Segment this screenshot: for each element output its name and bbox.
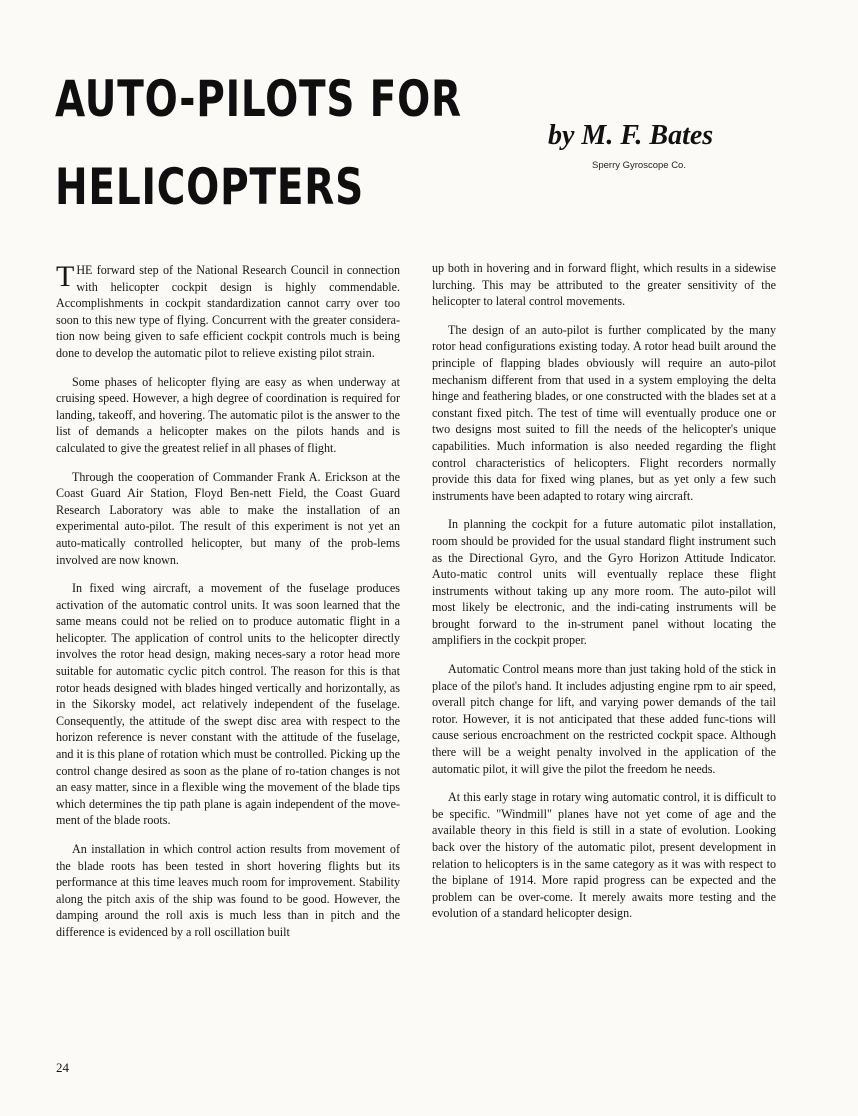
right-column bbox=[432, 260, 776, 934]
drop-cap: T bbox=[56, 260, 75, 293]
paragraph: The design of an auto-pilot is further complicated by the many rotor head configurations existing today. A rotor head built around the principle of flapping blades obviously will require an auto-pilot mechanism different from that used in a system employing the delta hinge and feathering blades, or one constructed with the blades set at a constant fixed pitch. The test of time will eventually produce one or two designs most suited to fill the needs of the helicopter's unique capabilities. Much information is also needed regarding the flight control characteristics of helicopters. Flight recorders normally provide this data for fixed wing planes, but as yet only a few such instruments have been adapted to rotary wing aircraft. bbox=[432, 322, 776, 503]
paragraph: At this early stage in rotary wing automatic control, it is difficult to be specific. "Windmill" planes have not yet come of age and the available theory in this field is still in a state of evolution. Looking back over the history of the automatic pilot, present development in relation to helicopters is in the same category as it was with respect to the biplane of 1914. More rapid progress can be expected and the problem can be over-come. It merely awaits more testing and the evolution of a standard helicopter design. bbox=[432, 790, 776, 921]
paragraph: In fixed wing aircraft, a movement of the fuselage produces activation of the automatic control units. It was soon learned that the same means could not be relied on to produce automatic flight in a helicopter. The application of control units to the helicopter directly involves the rotor head design, making neces-sary a rotor head more suitable for automatic cyclic pitch control. The reason for this is that rotor heads designed with blades hinged vertically and horizontally, as in the Sikorsky model, act relatively independent of the fuselage. Consequently, the attitude of the swept disc area with respect to the horizon reference is never constant with the attitude of the fuselage, and it is this plane of rotation which must be controlled. Picking up the control change desired as soon as the plane of ro-tation changes is not an easy matter, since in a flexible wing the movement of the blade tips which determines the tip path plane is again independent of the move-ment of the blade roots. bbox=[56, 581, 400, 828]
paragraph: up both in hovering and in forward flight, which results in a sidewise lurching. This may be attributed to the greater sensitivity of the helicopter to lateral control movements. bbox=[432, 261, 776, 309]
title-line-2: HELICOPTERS bbox=[55, 158, 364, 216]
paragraph: In planning the cockpit for a future automatic pilot installation, room should be provided for the usual standard flight instrument such as the Directional Gyro, and the Gyro Horizon Attitude Indicator. Auto-matic control units will eventually replace these flight instruments without taking up any more room. The auto-pilot will most likely be electronic, and the indi-cating instruments will be brought forward to the in-strument panel without locating the amplifiers in the cockpit proper. bbox=[432, 517, 776, 648]
paragraph: Through the cooperation of Commander Frank A. Erickson at the Coast Guard Air Station, Floyd Ben-nett Field, the Coast Guard Research Laboratory was able to make the installation of an experimental auto-pilot. The result of this experiment is not yet an auto-matically controlled helicopter, but many of the prob-lems involved are now known. bbox=[56, 469, 400, 567]
paragraph bbox=[56, 262, 400, 362]
paragraph: Automatic Control means more than just taking hold of the stick in place of the pilot's hand. It includes adjusting engine rpm to air speed, overall pitch change for lift, and varying power demands of the tail rotor. However, it is not anticipated that these added func-tions will cause serious encroachment on the restricted cockpit space. Although there will be a weight penalty involved in the application of the automatic pilot, it will give the pilot the freedom he needs. bbox=[432, 662, 776, 776]
left-column bbox=[56, 262, 400, 953]
title-line-1: AUTO-PILOTS FOR bbox=[55, 70, 462, 128]
page-number: 24 bbox=[56, 1060, 69, 1075]
article-title bbox=[55, 55, 462, 231]
author-byline: by M. F. Bates bbox=[548, 120, 714, 151]
paragraph: Some phases of helicopter flying are easy as when underway at cruising speed. However, a high degree of coordination is required for landing, takeoff, and hovering. The automatic pilot is the answer to the list of demands a helicopter makes on the pilots hands and is calculated to give the greatest relief in all phases of flight. bbox=[56, 374, 400, 455]
paragraph: An installation in which control action results from movement of the blade roots has been tested in short hovering flights but its performance at this time leaves much room for improvement. Stability along the pitch axis of the ship was found to be good. However, the damping around the roll axis is much less than in pitch and the difference is evidenced by a roll oscillation built bbox=[56, 842, 400, 939]
paragraph-text: HE forward step of the National Research Council in connection with helicopter cockpit design is highly commendable. Accomplishments in cockpit standardization cannot carry over too soon to this new type of flying. Concurrent with the greater considera-tion now being given to safe efficient cockpit controls much is being done to develop the automatic pilot to relieve existing pilot strain. bbox=[56, 263, 400, 360]
author-affiliation: Sperry Gyroscope Co. bbox=[592, 160, 686, 171]
